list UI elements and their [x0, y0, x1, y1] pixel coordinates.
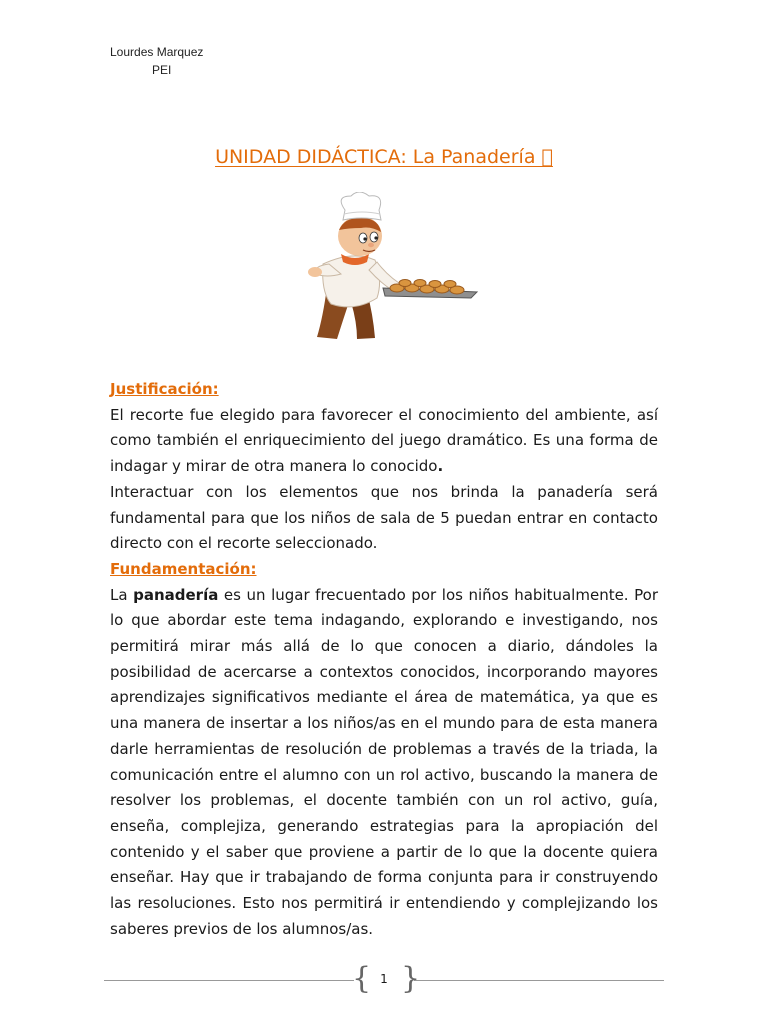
paragraph: Interactuar con los elementos que nos brinda la panadería será fundamental para que los niños de sala de 5 puedan entrar en contacto directo con el recorte seleccionado. — [110, 482, 658, 553]
footer-bracket-right: } — [401, 961, 421, 996]
paragraph: La panadería es un lugar frecuentado por los niños habitualmente. Por lo que abordar este tema indagando, explorando e investigando, nos permitirá mirar más allá de lo que conocen a diario, dándoles la posibilidad de acercarse a contextos conocidos, incorporando mayores aprendizajes significativos mediante el área de matemática, ya que es una manera de insertar a los niños/as en el mundo para de esta manera darle herramientas de resolución de problemas a través de la triada, la comunicación entre el alumno con un rol activo, buscando la manera de resolver los problemas, el docente también con un rol activo, guía, enseña, complejiza, generando estrategias para la apropiación del contenido y el saber que proviene a partir de lo que la docente quiera enseñar. Hay que ir trabajando de forma conjunta para ir construyendo las resoluciones. Esto nos permitirá ir entendiendo y complejizando los saberes previos de los alumnos/as. — [110, 585, 658, 938]
document-body — [110, 377, 658, 942]
baker-chef-illustration — [305, 192, 483, 342]
author-name: Lourdes Marquez — [110, 45, 204, 59]
page-number: 1 — [380, 972, 388, 986]
section-heading-fundamentacion: Fundamentación: — [110, 559, 257, 578]
author-role: PEI — [152, 63, 172, 77]
section-heading-justificacion: Justificación: — [110, 380, 219, 398]
paragraph: El recorte fue elegido para favorecer el conocimiento del ambiente, así como también el enriquecimiento del juego dramático. Es una forma de indagar y mirar de otra manera lo conocido. — [110, 405, 658, 476]
footer-bracket-left: { — [352, 961, 372, 996]
document-title: UNIDAD DIDÁCTICA: La Panadería — [223, 146, 545, 168]
page-header — [110, 43, 203, 79]
footer-rule-left — [104, 980, 354, 981]
footer-rule-right — [414, 980, 664, 981]
